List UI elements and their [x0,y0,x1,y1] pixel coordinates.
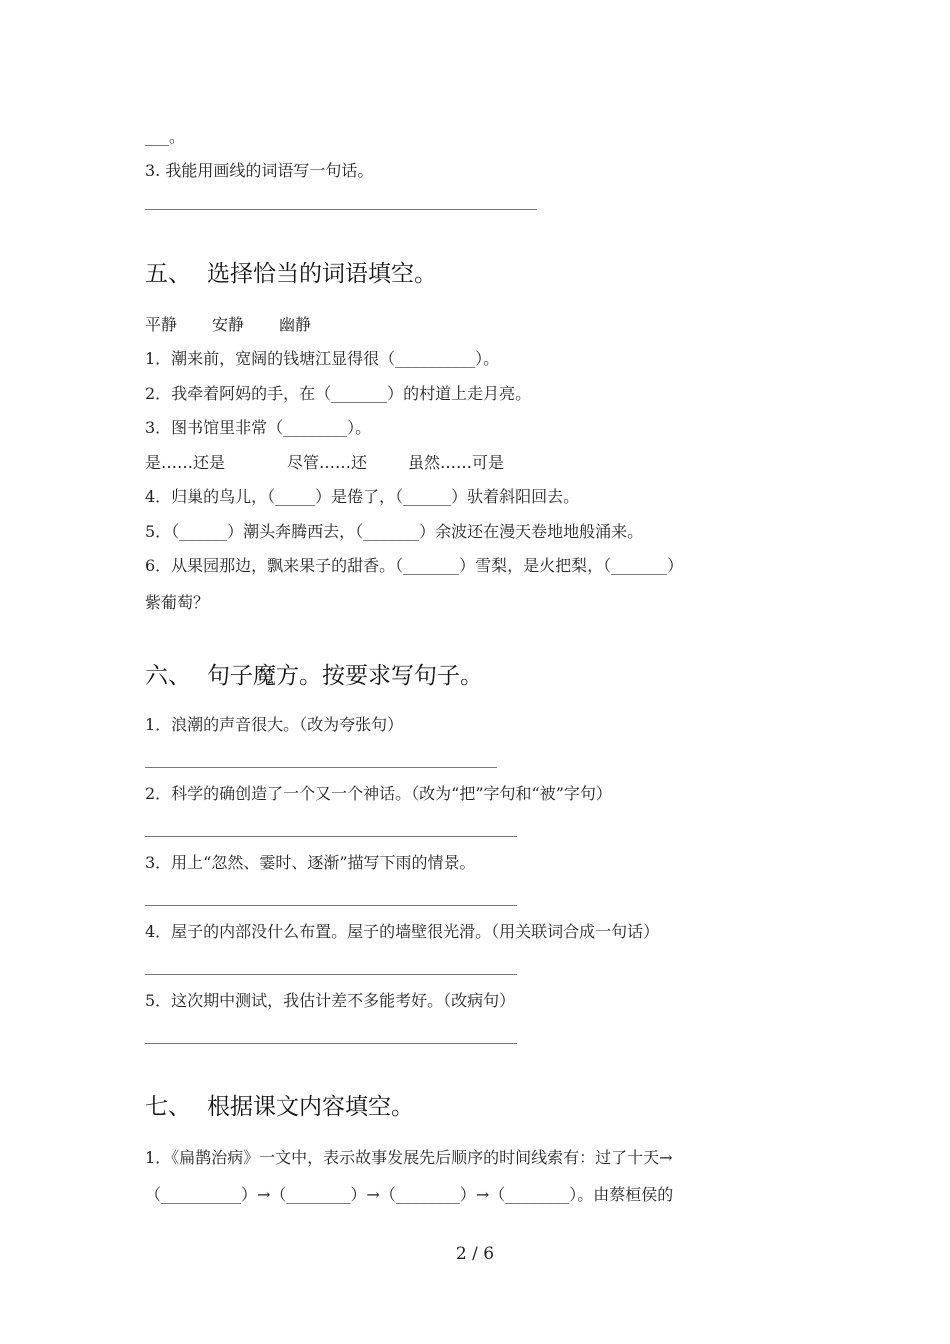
section-number: 六、 [145,663,191,689]
s5-question-3: 3．图书馆里非常（________）。 [145,418,372,437]
s6-question-4: 4．屋子的内部没什么布置。屋子的墙壁很光滑。（用关联词合成一句话） [145,922,660,941]
word-option: 尽管……还 [287,453,368,472]
answer-line [145,767,497,768]
section-number: 七、 [145,1094,191,1120]
question-3-write-sentence: 3. 我能用画线的词语写一句话。 [145,161,374,180]
s6-question-5: 5．这次期中测试，我估计差不多能考好。（改病句） [145,991,516,1010]
word-bank-2 [145,453,504,473]
word-option: 幽静 [279,315,312,334]
answer-line [145,209,537,210]
s5-question-2: 2．我牵着阿妈的手，在（_______）的村道上走月亮。 [145,384,532,403]
s5-question-6-line-1: 6．从果园那边，飘来果子的甜香。（_______）雪梨，是火把梨，（_______） [145,556,684,575]
s7-question-1-line-2: （__________）→（________）→（________）→（________）。由蔡桓侯的 [145,1185,674,1204]
answer-line [145,1043,517,1044]
s5-question-5: 5．（______）潮头奔腾西去，（_______）余波还在漫天卷地地般涌来。 [145,522,644,541]
answer-line [145,974,517,975]
page-number: 2 / 6 [455,1244,495,1264]
word-option: 虽然……可是 [408,453,505,472]
section-title: 根据课文内容填空。 [207,1094,414,1120]
s6-question-3: 3．用上“忽然、霎时、逐渐”描写下雨的情景。 [145,853,476,872]
section-title: 句子魔方。按要求写句子。 [207,663,483,689]
section-7-heading [145,1093,414,1121]
word-option: 是……还是 [145,453,226,472]
s7-question-1-line-1: 1．《扁鹊治病》一文中，表示故事发展先后顺序的时间线索有：过了十天→ [145,1148,673,1167]
s5-question-6-line-2: 紫葡萄？ [145,593,210,612]
word-bank-1 [145,315,311,335]
word-option: 平静 [145,315,178,334]
section-title: 选择恰当的词语填空。 [207,261,437,287]
s5-question-4: 4．归巢的鸟儿，（_____）是倦了，（______）驮着斜阳回去。 [145,487,580,506]
s6-question-1: 1．浪潮的声音很大。（改为夸张句） [145,715,404,734]
s5-question-1: 1．潮来前，宽阔的钱塘江显得很（__________）。 [145,349,500,368]
answer-line [145,836,517,837]
prev-question-tail: ___。 [145,127,186,146]
word-option: 安静 [212,315,245,334]
section-6-heading [145,662,483,690]
section-5-heading [145,260,437,288]
s6-question-2: 2．科学的确创造了一个又一个神话。（改为“把”字句和“被”字句） [145,784,612,803]
section-number: 五、 [145,261,191,287]
answer-line [145,905,517,906]
